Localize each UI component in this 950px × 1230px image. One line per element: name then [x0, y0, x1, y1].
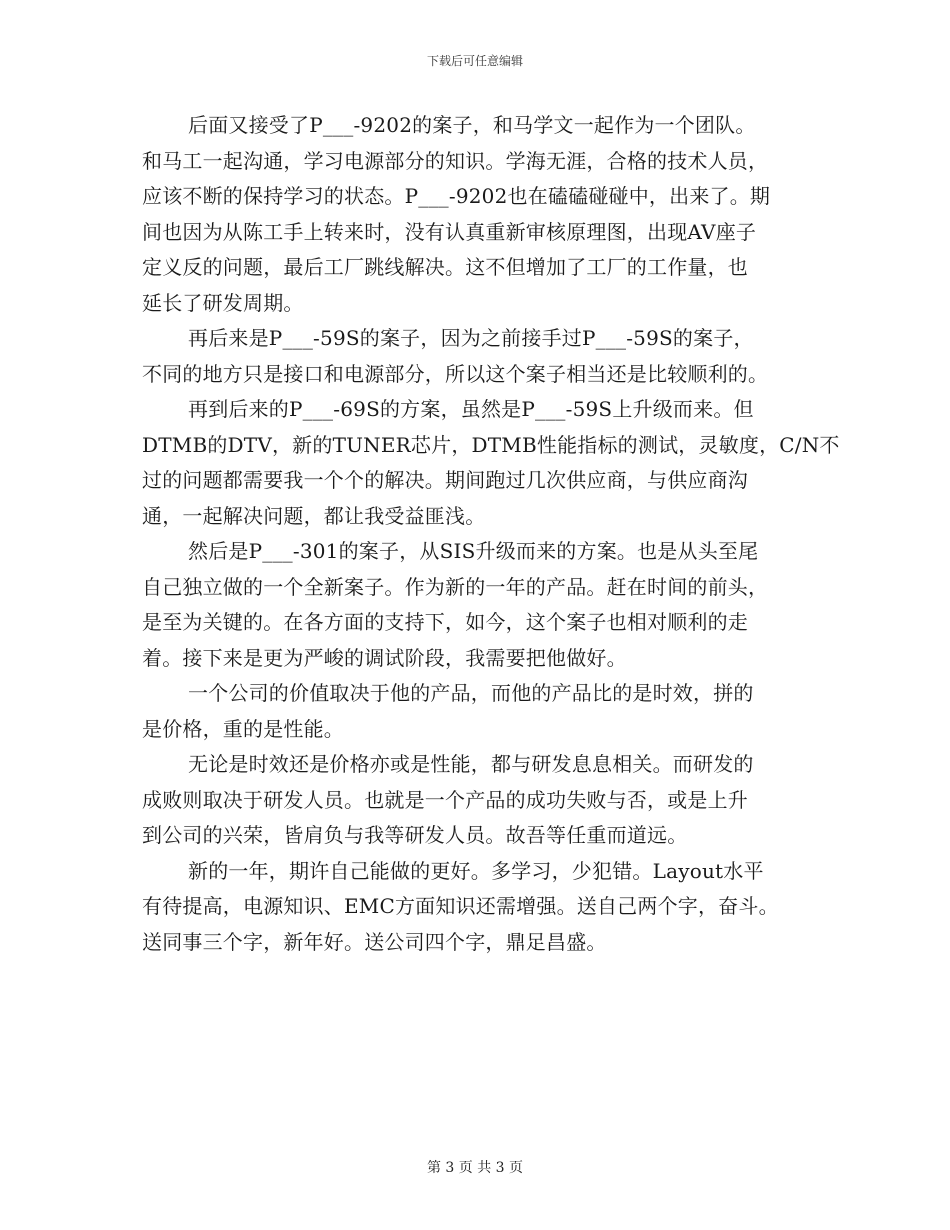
text-line: 是价格，重的是性能。: [142, 716, 344, 741]
text-line: 过的问题都需要我一个个的解决。期间跑过几次供应商，与供应商沟: [142, 468, 748, 492]
text-line: 是至为关键的。在各方面的支持下，如今，这个案子也相对顺利的走: [142, 610, 748, 634]
text-line: 后面又接受了P___-9202的案子，和马学文一起作为一个团队。: [188, 113, 756, 137]
text-line: 间也因为从陈工手上转来时，没有认真重新审核原理图，出现AV座子: [142, 219, 757, 244]
text-line: 通，一起解决问题，都让我受益匪浅。: [142, 503, 486, 528]
text-line: 再后来是P___-59S的案子，因为之前接手过P___-59S的案子，: [188, 326, 754, 350]
text-line: 成败则取决于研发人员。也就是一个产品的成功失败与否，或是上升: [142, 787, 748, 812]
page-number-footer: 第 3 页 共 3 页: [426, 1160, 524, 1176]
text-line: 不同的地方只是接口和电源部分，所以这个案子相当还是比较顺利的。: [142, 361, 769, 386]
text-line: 再到后来的P___-69S的方案，虽然是P___-59S上升级而来。但: [188, 397, 754, 421]
document-body: [142, 108, 840, 960]
text-line: 自己独立做的一个全新案子。作为新的一年的产品。赶在时间的前头，: [142, 574, 769, 599]
text-line: 有待提高，电源知识、EMC方面知识还需增强。送自己两个字，奋斗。: [142, 894, 779, 918]
text-line: 应该不断的保持学习的状态。P___-9202也在磕磕碰碰中，出来了。期: [142, 184, 771, 208]
text-line: 无论是时效还是价格亦或是性能，都与研发息息相关。而研发的: [188, 752, 754, 776]
text-line: 延长了研发周期。: [142, 290, 304, 315]
text-line: 定义反的问题，最后工厂跳线解决。这不但增加了工厂的工作量，也: [142, 255, 748, 279]
page-header: 下载后可任意编辑: [426, 54, 523, 68]
text-line: 然后是P___-301的案子，从SIS升级而来的方案。也是从头至尾: [188, 539, 759, 563]
text-line: DTMB的DTV，新的TUNER芯片，DTMB性能指标的测试，灵敏度，C/N不: [142, 432, 840, 457]
text-line: 一个公司的价值取决于他的产品，而他的产品比的是时效，拼的: [188, 681, 754, 705]
text-line: 送同事三个字，新年好。送公司四个字，鼎足昌盛。: [142, 929, 607, 954]
text-line: 到公司的兴荣，皆肩负与我等研发人员。故吾等任重而道远。: [142, 823, 688, 847]
text-line: 着。接下来是更为严峻的调试阶段，我需要把他做好。: [142, 645, 627, 670]
text-line: 和马工一起沟通，学习电源部分的知识。学海无涯，合格的技术人员，: [142, 148, 769, 173]
text-line: 新的一年，期许自己能做的更好。多学习，少犯错。Layout水平: [188, 858, 764, 883]
